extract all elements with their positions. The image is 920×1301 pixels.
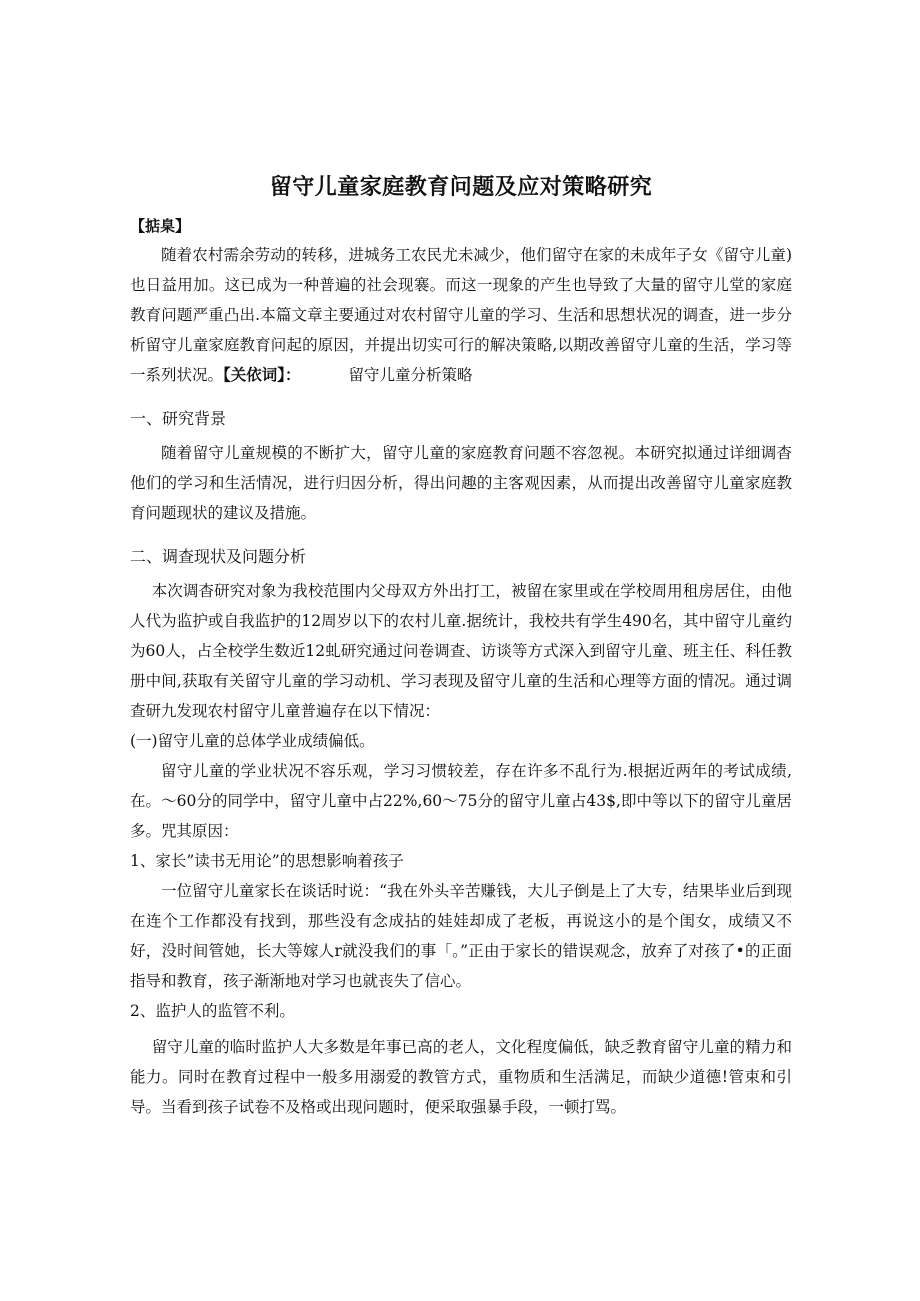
- abstract-label: 【掂臬】: [130, 217, 191, 235]
- section2-intro-paragraph: 本次调杳研究对象为我校范围内父母双方外出打工，被留在家里或在学校周用租房居住，由他人代为监护或自我监护的12周岁以下的农村儿童.据统计，我校共有学生490名，其中留守儿童约为60人，占全校学生数近12虬研究通过问卷调查、访谈等方式深入到留守儿童、班主任、科任教册中间,获取有关留守儿童的学习动机、学习表现及留守儿童的生活和心理等方面的情况。通过调查研九发现农村留守儿童普遍存在以下情况：: [130, 582, 792, 720]
- point2-paragraph: 留守儿童的临时监护人大多数是年事已高的老人，文化程度偏低，缺乏教育留守儿童的精力和能力。同时在教育过程中一般多用溺爱的教管方式，重物质和生活满足，而缺少道德!管束和引导。当看到孩子试卷不及格或出现问题时，便采取强暴手段，一顿打骂。: [130, 1038, 792, 1116]
- subsection1-heading: (一)留守儿童的总体学业成绩偏低。: [130, 732, 375, 750]
- abstract-text: 随着农村需余劳动的转移，进城务工农民尤未减少，他们留守在家的未成年子女《留守儿童)也日益用加。这已成为一种普遍的社会现褰。而这一现象的产生也导致了大量的留守儿堂的家庭教育问题严重凸出.本篇文章主要通过对农村留守儿童的学习、生活和思想状况的调查，进一步分析留守儿童家庭教育问起的原因，并提出切实可行的解决策略,以期改善留守儿童的生活，学习等一系列状况。: [130, 246, 792, 384]
- keywords-label: 【关依词】：: [223, 365, 301, 384]
- section1-heading: 一、研究背景: [130, 409, 227, 428]
- abstract-paragraph: [130, 240, 792, 390]
- keywords-text: 留守儿童分析策略: [348, 366, 473, 384]
- document-page: [130, 170, 792, 1122]
- section1-paragraph: 随着留守儿童规模的不断扩大，留守儿童的家庭教育问题不容忽视。本研究拟通过详细调杳他们的学习和生活情况，进行归因分析，得出问趣的主客观因素，从而提出改善留守儿童家庭教育问题现状的建议及措施。: [130, 444, 792, 522]
- point1-paragraph: 一位留守儿童家长在谈话时说：“我在外头辛苦赚钱，大儿子倒是上了大专，结果毕业后到现在连个工作都没有找到，那些没有念成拈的娃娃却成了老板，再说这小的是个闺女，成绩又不好，没时间管她，长大等嫁人r就没我们的事「。”正由于家长的错误观念，放弃了对孩了•的正面指导和教育，孩子渐渐地对学习也就丧失了信心。: [130, 882, 792, 990]
- section2-heading: 二、调查现状及问题分析: [130, 547, 307, 566]
- document-title: 留守儿童家庭教育问题及应对策略研究: [269, 175, 653, 200]
- point2-heading: 2、监护人的监管不利。: [130, 1002, 295, 1020]
- subsection1-paragraph: 留守儿童的学业状况不容乐观，学习习惯较差，存在许多不乱行为.根据近两年的考试成绩,在。～60分的同学中，留守儿童中占22%,60～75分的留守儿童占43$,即中等以下的留守儿童居多。咒其原因：: [130, 762, 792, 840]
- point1-heading: 1、家长”读书无用论”的思想影响着孩子: [130, 852, 404, 870]
